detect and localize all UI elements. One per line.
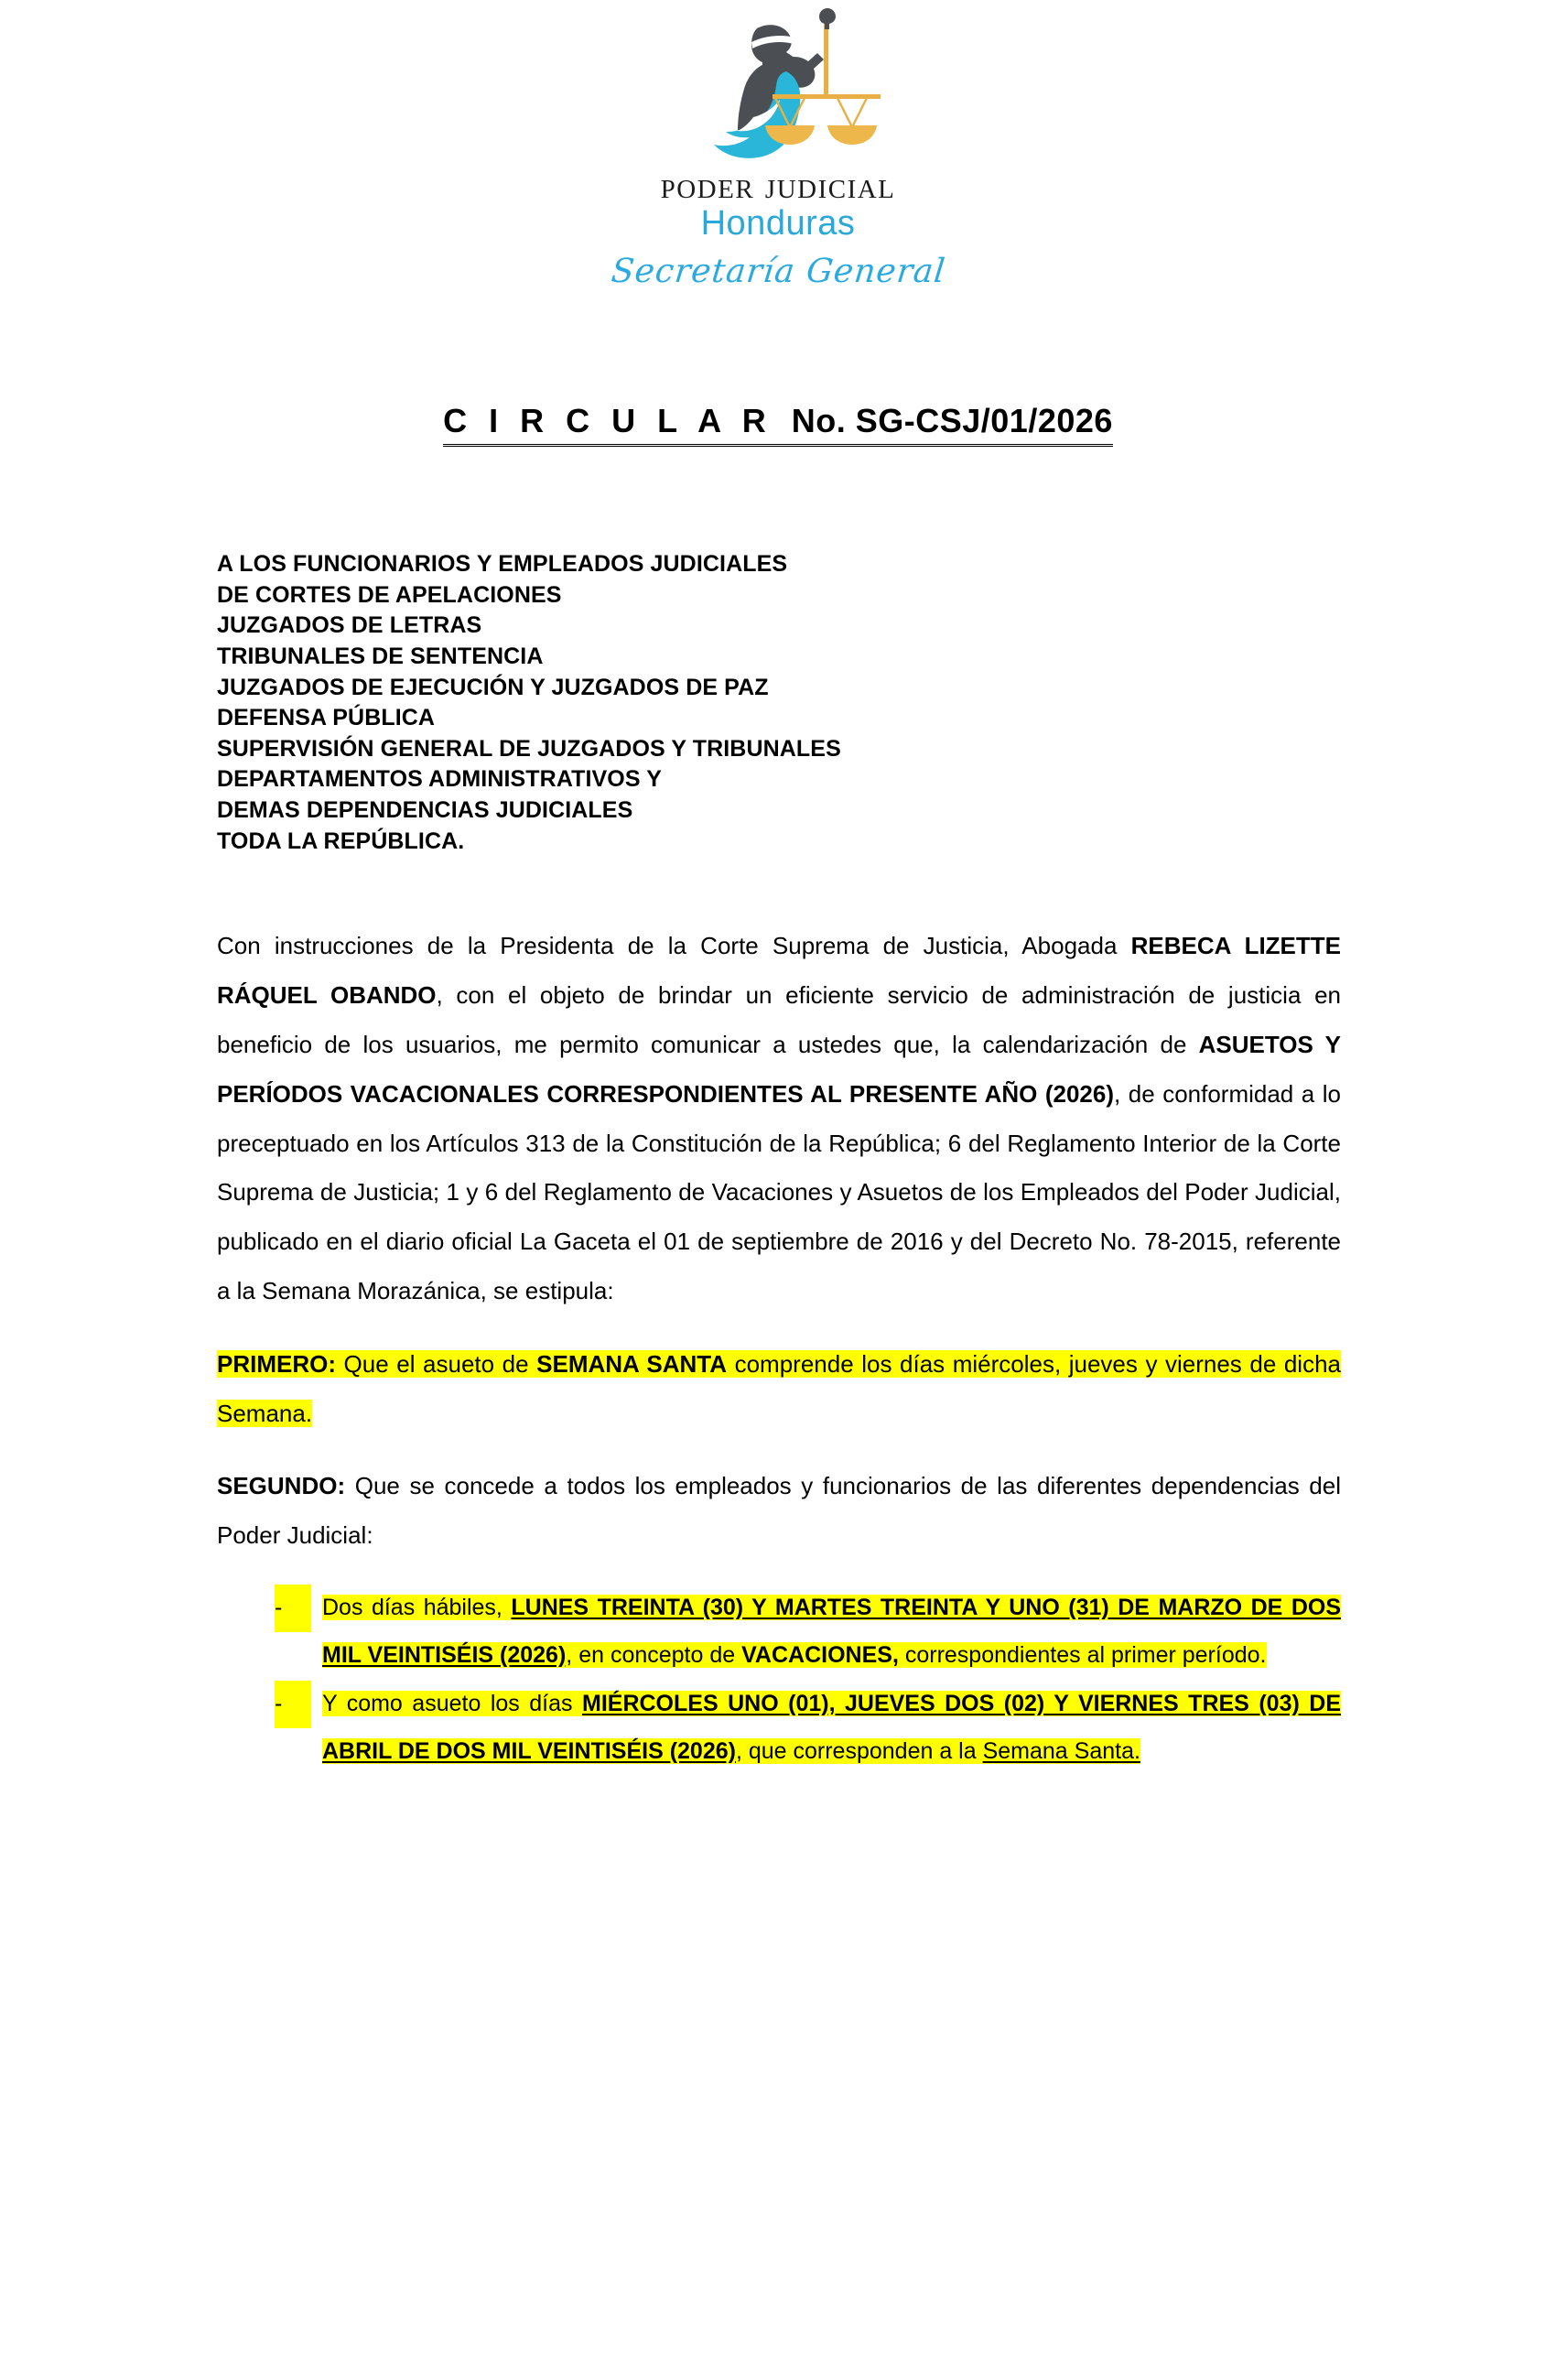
clause-segundo-text: Que se concede a todos los empleados y funcionarios de las diferentes dependencias del Poder Judicial: xyxy=(217,1472,1341,1550)
intro-text-1: Con instrucciones de la Presidenta de la Corte Suprema de Justicia, Abogada xyxy=(217,932,1131,960)
list-item-dash: - xyxy=(275,1681,311,1728)
brand-name-secretaria-general: Secretaría General xyxy=(609,252,947,290)
list-item xyxy=(275,1585,1341,1679)
list-item-dash: - xyxy=(275,1585,311,1632)
bullet2-dates: MIÉRCOLES UNO (01), JUEVES DOS (02) Y VIERNES TRES (03) DE ABRIL DE DOS MIL VEINTISÉIS (2026) xyxy=(322,1691,1341,1764)
clause-segundo xyxy=(217,1462,1341,1561)
subject-emphasis: ASUETOS Y PERÍODOS VACACIONALES CORRESPONDIENTES AL PRESENTE AÑO (2026) xyxy=(217,1030,1341,1108)
semana-santa-emphasis: SEMANA SANTA xyxy=(536,1349,728,1378)
addressee-block xyxy=(217,549,1341,857)
brand-name-honduras: Honduras xyxy=(700,204,856,243)
clause-primero-text-2: comprende los días miércoles, jueves y viernes de dicha Semana. xyxy=(217,1349,1341,1427)
document-title xyxy=(0,400,1556,447)
addressee-line: JUZGADOS DE LETRAS xyxy=(217,612,482,639)
title-word-circular: C I R C U L A R xyxy=(443,402,773,439)
brand-name-poder-judicial: poder judicial xyxy=(660,164,896,206)
intro-text-3: , de conformidad a lo preceptuado en los Artículos 313 de la Constitución de la República; 6 del Reglamento Interior de la Corte Suprema de Justicia; 1 y 6 del Reglamento de Vacaciones y Asuetos de los Empleados del Poder Judicial, publicado en el diario oficial La Gaceta el 01 de septiembre de 2016 y del Decreto No. 78-2015, referente a la Semana Morazánica, se estipula: xyxy=(217,1079,1341,1304)
clause-primero xyxy=(217,1340,1341,1439)
clause-primero-label: PRIMERO: xyxy=(217,1349,336,1378)
bullet2-semana-santa: Semana Santa. xyxy=(982,1737,1140,1764)
bullet2-text-1: Y como asueto los días xyxy=(322,1691,582,1716)
bullet2-text-2: , que corresponden a la xyxy=(735,1737,983,1764)
justice-scales-crest-icon xyxy=(669,7,887,170)
bullet1-text-1: Dos días hábiles, xyxy=(322,1595,512,1620)
bullet1-vacaciones: VACACIONES, xyxy=(741,1641,899,1668)
bullet1-dates: LUNES TREINTA (30) Y MARTES TREINTA Y UNO (31) DE MARZO DE DOS MIL VEINTISÉIS (2026) xyxy=(322,1595,1342,1668)
clause-segundo-label: SEGUNDO: xyxy=(217,1472,346,1500)
addressee-line: DEMAS DEPENDENCIAS JUDICIALES xyxy=(217,797,633,823)
addressee-line: TRIBUNALES DE SENTENCIA xyxy=(217,643,544,669)
addressee-line: SUPERVISIÓN GENERAL DE JUZGADOS Y TRIBUNALES xyxy=(217,735,841,762)
list-item xyxy=(275,1681,1341,1775)
clause-primero-text-1: Que el asueto de xyxy=(336,1349,537,1378)
addressee-line: A LOS FUNCIONARIOS Y EMPLEADOS JUDICIALES xyxy=(217,551,788,577)
addressee-line: TODA LA REPÚBLICA. xyxy=(217,828,465,854)
president-name: REBECA LIZETTE RÁQUEL OBANDO xyxy=(217,932,1341,1010)
addressee-line: JUZGADOS DE EJECUCIÓN Y JUZGADOS DE PAZ xyxy=(217,674,769,700)
addressee-line: DEFENSA PÚBLICA xyxy=(217,705,436,731)
title-circular-number: No. SG-CSJ/01/2026 xyxy=(791,402,1113,439)
bullet1-text-3: correspondientes al primer período. xyxy=(898,1641,1267,1668)
addressee-line: DEPARTAMENTOS ADMINISTRATIVOS Y xyxy=(217,766,662,793)
intro-text-2: , con el objeto de brindar un eficiente servicio de administración de justicia en beneficio de los usuarios, me permito comunicar a ustedes que, la calendarización de xyxy=(217,981,1341,1058)
intro-paragraph xyxy=(217,922,1341,1316)
addressee-line: DE CORTES DE APELACIONES xyxy=(217,581,562,608)
document-body xyxy=(217,549,1341,1775)
bullet1-text-2: , en concepto de xyxy=(566,1641,742,1668)
letterhead xyxy=(0,7,1556,288)
concession-list xyxy=(217,1585,1341,1775)
